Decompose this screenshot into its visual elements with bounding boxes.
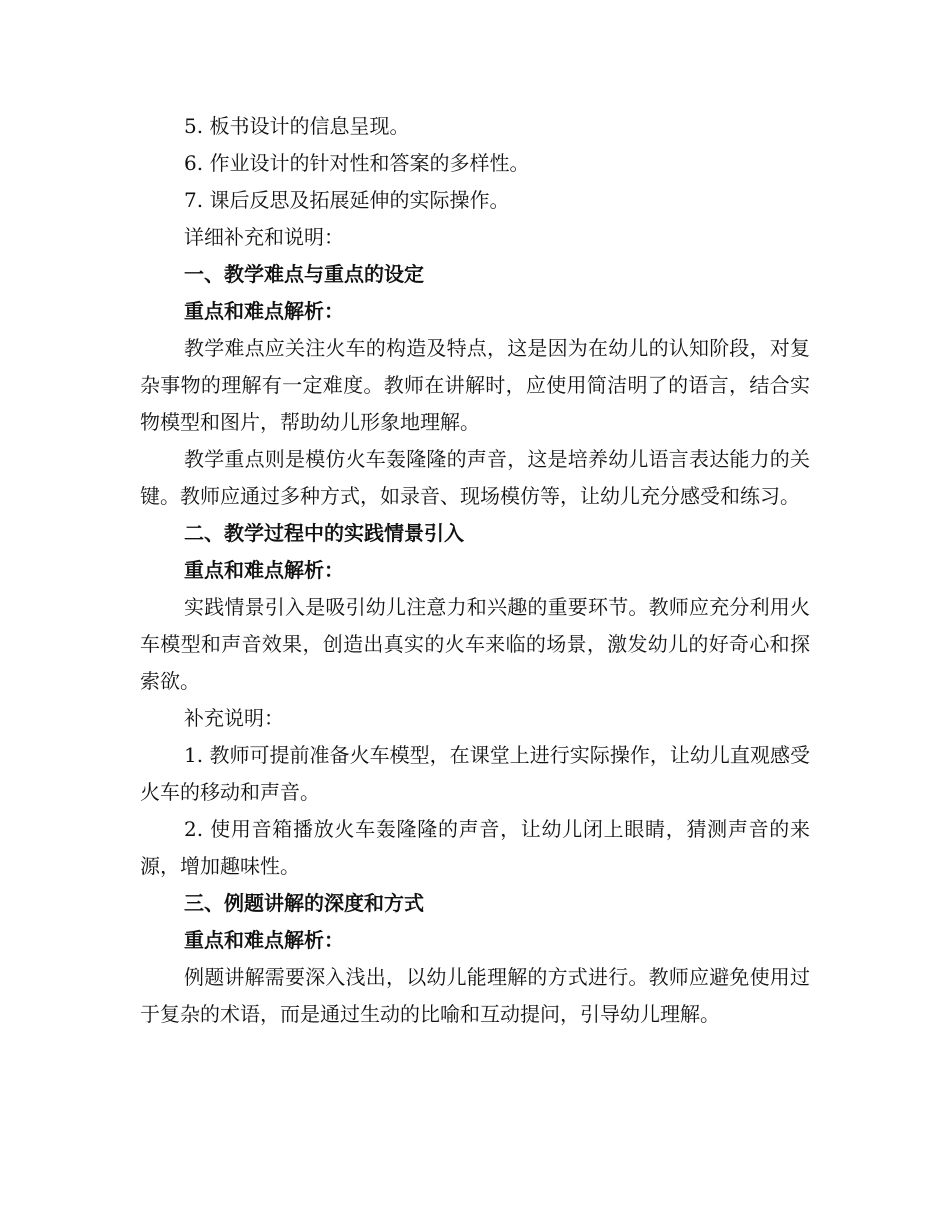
- list-item: 5. 板书设计的信息呈现。: [184, 114, 410, 138]
- section-subheading: 重点和难点解析：: [184, 558, 344, 582]
- section-heading: 三、例题讲解的深度和方式: [184, 891, 424, 915]
- section-subheading: 重点和难点解析：: [184, 299, 344, 323]
- section-subheading: 重点和难点解析：: [184, 928, 344, 952]
- section-heading: 二、教学过程中的实践情景引入: [184, 521, 464, 545]
- list-item: 1. 教师可提前准备火车模型，在课堂上进行实际操作，让幼儿直观感受火车的移动和声音。: [140, 743, 810, 804]
- paragraph: 例题讲解需要深入浅出，以幼儿能理解的方式进行。教师应避免使用过于复杂的术语，而是通过生动的比喻和互动提问，引导幼儿理解。: [140, 965, 810, 1026]
- list-item: 2. 使用音箱播放火车轰隆隆的声音，让幼儿闭上眼睛，猜测声音的来源，增加趣味性。: [140, 817, 810, 878]
- list-item: 7. 课后反思及拓展延伸的实际操作。: [184, 188, 510, 212]
- document-body: [140, 108, 810, 1033]
- paragraph: 教学难点应关注火车的构造及特点，这是因为在幼儿的认知阶段，对复杂事物的理解有一定难度。教师在讲解时，应使用简洁明了的语言，结合实物模型和图片，帮助幼儿形象地理解。: [140, 336, 810, 434]
- section-heading: 一、教学难点与重点的设定: [184, 262, 424, 286]
- paragraph: 实践情景引入是吸引幼儿注意力和兴趣的重要环节。教师应充分利用火车模型和声音效果，创造出真实的火车来临的场景，激发幼儿的好奇心和探索欲。: [140, 595, 810, 693]
- list-item: 6. 作业设计的针对性和答案的多样性。: [184, 151, 530, 175]
- intro-text: 详细补充和说明：: [184, 225, 344, 249]
- supplement-label: 补充说明：: [184, 706, 284, 730]
- paragraph: 教学重点则是模仿火车轰隆隆的声音，这是培养幼儿语言表达能力的关键。教师应通过多种方式，如录音、现场模仿等，让幼儿充分感受和练习。: [140, 447, 810, 508]
